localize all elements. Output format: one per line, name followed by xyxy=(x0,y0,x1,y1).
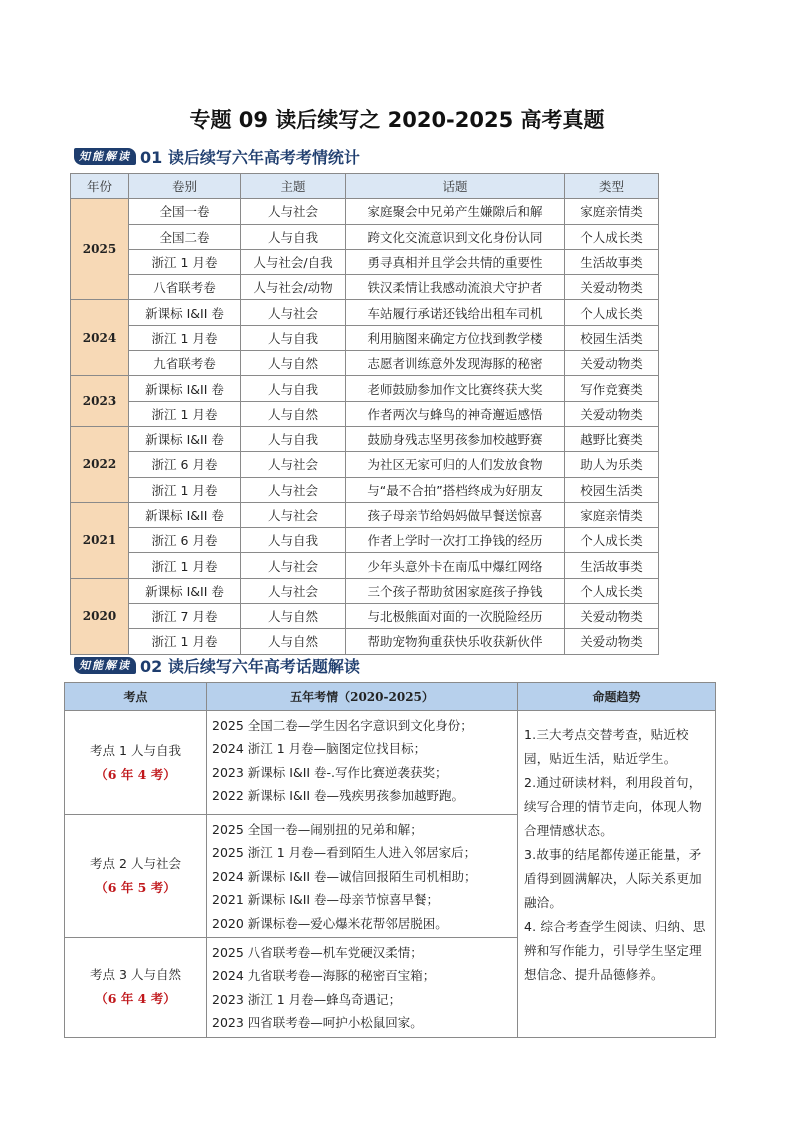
section-badge: 知能解读 xyxy=(74,657,136,674)
exam-count: （6 年 4 考） xyxy=(95,991,176,1007)
year-cell: 2024 xyxy=(71,300,129,376)
table-cell: 人与社会 xyxy=(241,452,346,477)
table-cell: 三个孩子帮助贫困家庭孩子挣钱 xyxy=(346,578,565,603)
trend-cell xyxy=(518,711,716,1038)
table-cell: 与“最不合拍”搭档终成为好朋友 xyxy=(346,477,565,502)
column-header: 年份 xyxy=(71,174,129,199)
table-cell: 孩子母亲节给妈妈做早餐送惊喜 xyxy=(346,502,565,527)
table-cell: 人与自然 xyxy=(241,401,346,426)
table-row xyxy=(71,553,659,578)
exam-item: 2024 浙江 1 月卷—脑图定位找目标； xyxy=(212,741,427,757)
table-row xyxy=(71,351,659,376)
exam-count: （6 年 5 考） xyxy=(95,880,176,896)
exam-point-label: 考点 1 人与自我 xyxy=(90,742,181,758)
exam-item: 2025 八省联考卷—机车党硬汉柔情； xyxy=(212,945,423,961)
page-title: 专题 09 读后续写之 2020-2025 高考真题 xyxy=(189,108,605,132)
table-cell: 个人成长类 xyxy=(565,528,659,553)
table-cell: 新课标 I&II 卷 xyxy=(129,376,241,401)
table-cell: 关爱动物类 xyxy=(565,401,659,426)
year-cell: 2022 xyxy=(71,426,129,502)
exam-item: 2023 浙江 1 月卷—蜂鸟奇遇记； xyxy=(212,991,402,1007)
table-cell: 浙江 1 月卷 xyxy=(129,401,241,426)
table-cell: 铁汉柔情让我感动流浪犬守护者 xyxy=(346,275,565,300)
exam-point-cell xyxy=(65,815,207,938)
table-row xyxy=(71,452,659,477)
table-cell: 家庭亲情类 xyxy=(565,502,659,527)
table-cell: 浙江 1 月卷 xyxy=(129,477,241,502)
table-cell: 浙江 6 月卷 xyxy=(129,528,241,553)
table-cell: 鼓励身残志坚男孩参加校越野赛 xyxy=(346,426,565,451)
table-row xyxy=(71,477,659,502)
trend-item: 2.通过研读材料，利用段首句，续写合理的情节走向，体现人物合理情感状态。 xyxy=(524,775,702,838)
table-cell: 家庭聚会中兄弟产生嫌隙后和解 xyxy=(346,199,565,224)
table-cell: 新课标 I&II 卷 xyxy=(129,502,241,527)
table-cell: 浙江 1 月卷 xyxy=(129,629,241,654)
table-cell: 个人成长类 xyxy=(565,224,659,249)
table-cell: 少年头意外卡在南瓜中爆红网络 xyxy=(346,553,565,578)
table-cell: 为社区无家可归的人们发放食物 xyxy=(346,452,565,477)
section-heading: 02 读后续写六年高考话题解读 xyxy=(140,656,360,676)
table-cell: 人与社会/自我 xyxy=(241,249,346,274)
table-cell: 九省联考卷 xyxy=(129,351,241,376)
table-cell: 校园生活类 xyxy=(565,325,659,350)
table-cell: 浙江 1 月卷 xyxy=(129,553,241,578)
table-cell: 全国二卷 xyxy=(129,224,241,249)
exam-count: （6 年 4 考） xyxy=(95,766,176,782)
table-cell: 人与自我 xyxy=(241,224,346,249)
exam-item: 2024 九省联考卷—海豚的秘密百宝箱； xyxy=(212,968,436,984)
table-cell: 人与自然 xyxy=(241,351,346,376)
table-cell: 人与社会 xyxy=(241,502,346,527)
table-cell: 关爱动物类 xyxy=(565,351,659,376)
year-cell: 2025 xyxy=(71,199,129,300)
table-cell: 与北极熊面对面的一次脱险经历 xyxy=(346,604,565,629)
table-cell: 人与社会 xyxy=(241,199,346,224)
year-cell: 2020 xyxy=(71,578,129,654)
table-cell: 新课标 I&II 卷 xyxy=(129,578,241,603)
table-cell: 人与自然 xyxy=(241,629,346,654)
trend-item: 1.三大考点交替考查，贴近校园，贴近生活，贴近学生。 xyxy=(524,727,689,766)
section-badge: 知能解读 xyxy=(74,148,136,165)
column-header: 卷别 xyxy=(129,174,241,199)
table-cell: 帮助宠物狗重获快乐收获新伙伴 xyxy=(346,629,565,654)
table-row xyxy=(71,528,659,553)
table-cell: 全国一卷 xyxy=(129,199,241,224)
exam-items-cell xyxy=(207,938,518,1038)
section-1-header xyxy=(74,145,360,167)
table-cell: 新课标 I&II 卷 xyxy=(129,426,241,451)
table-cell: 人与自我 xyxy=(241,325,346,350)
exam-item: 2024 新课标 I&II 卷—诚信回报陌生司机相助； xyxy=(212,868,477,884)
section-2-header xyxy=(74,654,360,676)
column-header: 考点 xyxy=(65,683,207,711)
table-cell: 校园生活类 xyxy=(565,477,659,502)
table-row xyxy=(71,300,659,325)
exam-point-label: 考点 3 人与自然 xyxy=(90,967,181,983)
table-cell: 人与自我 xyxy=(241,376,346,401)
year-cell: 2023 xyxy=(71,376,129,427)
table-row xyxy=(71,426,659,451)
topic-analysis-table xyxy=(64,682,716,1038)
table-cell: 关爱动物类 xyxy=(565,275,659,300)
exam-statistics-table xyxy=(70,173,659,655)
table-cell: 助人为乐类 xyxy=(565,452,659,477)
exam-item: 2021 新课标 I&II 卷—母亲节惊喜早餐； xyxy=(212,892,440,908)
table-row xyxy=(71,629,659,654)
table-row xyxy=(71,376,659,401)
table-cell: 车站履行承诺还钱给出租车司机 xyxy=(346,300,565,325)
column-header: 命题趋势 xyxy=(518,683,716,711)
table-cell: 人与自我 xyxy=(241,426,346,451)
exam-items-cell xyxy=(207,711,518,815)
table-cell: 利用脑图来确定方位找到教学楼 xyxy=(346,325,565,350)
table-cell: 八省联考卷 xyxy=(129,275,241,300)
year-cell: 2021 xyxy=(71,502,129,578)
table-cell: 写作竞赛类 xyxy=(565,376,659,401)
trend-item: 3.故事的结尾都传递正能量，矛盾得到圆满解决，人际关系更加融洽。 xyxy=(524,847,702,910)
column-header: 五年考情（2020-2025） xyxy=(207,683,518,711)
table-cell: 关爱动物类 xyxy=(565,629,659,654)
exam-point-cell xyxy=(65,938,207,1038)
table-cell: 人与自我 xyxy=(241,528,346,553)
exam-item: 2022 新课标 I&II 卷—残疾男孩参加越野跑。 xyxy=(212,788,465,804)
table-cell: 人与社会/动物 xyxy=(241,275,346,300)
exam-item: 2023 新课标 I&II 卷-.写作比赛逆袭获奖； xyxy=(212,764,448,780)
table-cell: 老师鼓励参加作文比赛终获大奖 xyxy=(346,376,565,401)
exam-items-cell xyxy=(207,815,518,938)
table-cell: 勇寻真相并且学会共情的重要性 xyxy=(346,249,565,274)
exam-item: 2025 全国二卷—学生因名字意识到文化身份； xyxy=(212,718,473,733)
table-cell: 浙江 6 月卷 xyxy=(129,452,241,477)
table-cell: 人与社会 xyxy=(241,578,346,603)
table-cell: 作者上学时一次打工挣钱的经历 xyxy=(346,528,565,553)
table-header-row xyxy=(71,174,659,199)
table-cell: 人与社会 xyxy=(241,300,346,325)
exam-item: 2025 全国一卷—闹别扭的兄弟和解； xyxy=(212,822,423,837)
table-cell: 人与自然 xyxy=(241,604,346,629)
table-cell: 作者两次与蜂鸟的神奇邂逅感悟 xyxy=(346,401,565,426)
table-cell: 浙江 1 月卷 xyxy=(129,249,241,274)
section-heading: 01 读后续写六年高考考情统计 xyxy=(140,147,360,167)
table-cell: 志愿者训练意外发现海豚的秘密 xyxy=(346,351,565,376)
exam-item: 2020 新课标卷—爱心爆米花帮邻居脱困。 xyxy=(212,915,448,931)
table-row xyxy=(71,604,659,629)
table-cell: 关爱动物类 xyxy=(565,604,659,629)
column-header: 类型 xyxy=(565,174,659,199)
table-cell: 人与社会 xyxy=(241,477,346,502)
table-row xyxy=(65,711,716,815)
column-header: 主题 xyxy=(241,174,346,199)
table-cell: 个人成长类 xyxy=(565,578,659,603)
table-row xyxy=(71,275,659,300)
table-row xyxy=(71,249,659,274)
table-cell: 家庭亲情类 xyxy=(565,199,659,224)
table-cell: 浙江 7 月卷 xyxy=(129,604,241,629)
table-row xyxy=(71,401,659,426)
table-cell: 越野比赛类 xyxy=(565,426,659,451)
exam-item: 2023 四省联考卷—呵护小松鼠回家。 xyxy=(212,1015,423,1031)
table-cell: 浙江 1 月卷 xyxy=(129,325,241,350)
table-row xyxy=(71,578,659,603)
table-cell: 生活故事类 xyxy=(565,249,659,274)
table-cell: 跨文化交流意识到文化身份认同 xyxy=(346,224,565,249)
exam-point-label: 考点 2 人与社会 xyxy=(90,856,181,872)
exam-point-cell xyxy=(65,711,207,815)
column-header: 话题 xyxy=(346,174,565,199)
table-cell: 个人成长类 xyxy=(565,300,659,325)
table-cell: 生活故事类 xyxy=(565,553,659,578)
table-row xyxy=(71,502,659,527)
table-cell: 人与社会 xyxy=(241,553,346,578)
table-header-row xyxy=(65,683,716,711)
table-row xyxy=(71,325,659,350)
table-row xyxy=(71,199,659,224)
table-cell: 新课标 I&II 卷 xyxy=(129,300,241,325)
exam-item: 2025 浙江 1 月卷—看到陌生人进入邻居家后； xyxy=(212,845,477,861)
table-row xyxy=(71,224,659,249)
trend-item: 4. 综合考查学生阅读、归纳、思辨和写作能力，引导学生坚定理想信念、提升品德修养。 xyxy=(524,919,706,982)
